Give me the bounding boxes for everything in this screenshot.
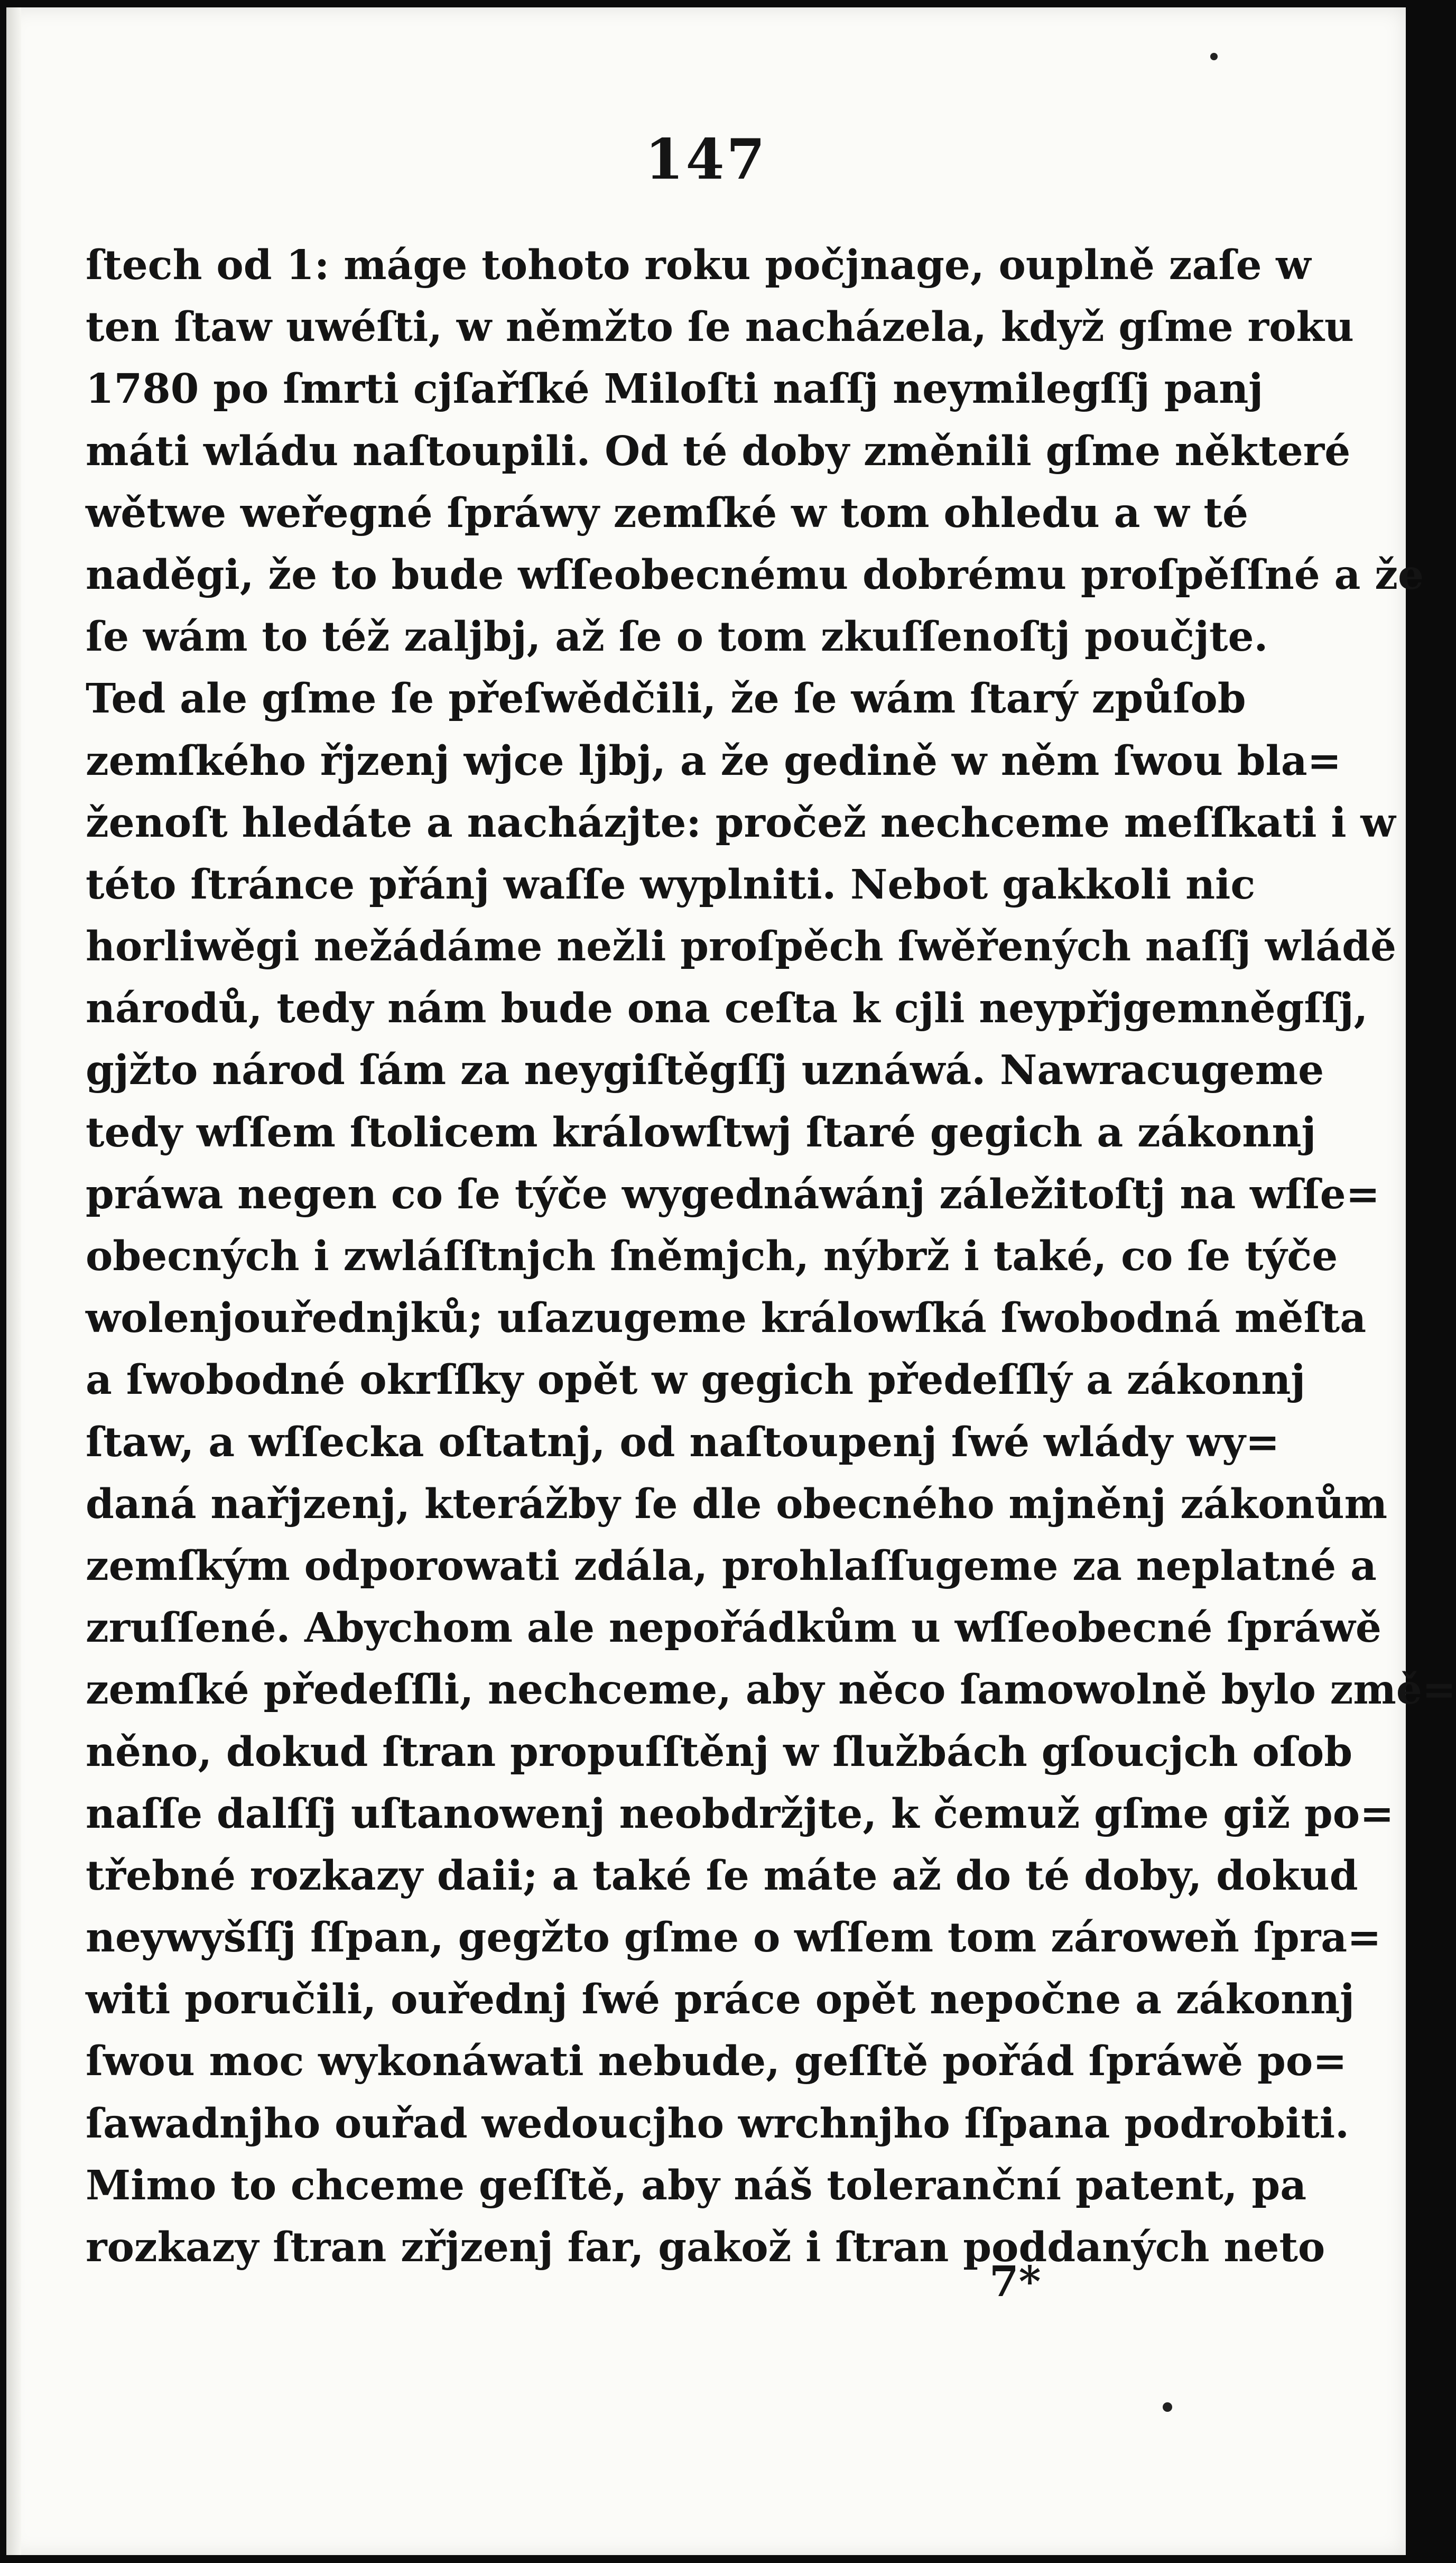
speck-mark — [1163, 2402, 1172, 2412]
text-line: Ted ale gſme ſe přeſwědčili, že ſe wám ſtarý způſob — [86, 675, 1246, 723]
text-line: ženoſt hledáte a nacházjte: pročež nechceme meſſkati i w — [86, 799, 1396, 847]
text-line: práwa negen co ſe týče wygednáwánj záležitoſtj na wſſe= — [86, 1170, 1380, 1218]
text-line: daná nařjzenj, kterážby ſe dle obecného mjněnj zákonům — [86, 1480, 1388, 1528]
text-line: ſe wám to též zaljbj, až ſe o tom zkuſſenoſtj poučjte. — [86, 613, 1268, 661]
text-line: ſwou moc wykonáwati nebude, geſſtě pořád ſpráwě po= — [86, 2038, 1347, 2086]
text-line: a ſwobodné okrſſky opět w gegich předeſſlý a zákonnj — [86, 1356, 1306, 1404]
text-line: ſtech od 1: máge tohoto roku počjnage, ouplně zaſe w — [86, 242, 1311, 289]
text-line: Mimo to chceme geſſtě, aby náš toleranční patent, pa — [86, 2161, 1307, 2209]
text-line: zemſkým odporowati zdála, prohlaſſugeme za neplatné a — [86, 1542, 1377, 1590]
text-line: neywyšſſj ſſpan, gegžto gſme o wſſem tom zároweň ſpra= — [86, 1914, 1381, 1962]
text-line: ten ſtaw uwéſti, w němžto ſe nacházela, když gſme roku — [86, 303, 1354, 351]
text-line: něno, dokud ſtran propuſſtěnj w ſlužbách gſoucjch oſob — [86, 1728, 1353, 1776]
text-line: naděgi, že to bude wſſeobecnému dobrému proſpěſſné a že — [86, 551, 1424, 599]
text-line: ſtaw, a wſſecka oſtatnj, od naſtoupenj ſwé wlády wy= — [86, 1418, 1280, 1466]
speck-mark — [1210, 53, 1218, 60]
text-line: tedy wſſem ſtolicem králowſtwj ſtaré gegich a zákonnj — [86, 1108, 1316, 1156]
text-line: wolenjouřednjků; uſazugeme králowſká ſwobodná měſta — [86, 1294, 1367, 1343]
text-line: witi poručili, ouřednj ſwé práce opět nepočne a zákonnj — [86, 1976, 1355, 2024]
book-page — [6, 7, 1456, 2555]
text-line: rozkazy ſtran zřjzenj far, gakož i ſtran poddaných neto — [86, 2224, 1325, 2271]
text-line: národů, tedy nám bude ona ceſta k cjli neypřjgemněgſſj, — [86, 985, 1368, 1033]
page-number: 147 — [645, 126, 767, 192]
text-line: obecných i zwláſſtnjch ſněmjch, nýbrž i také, co ſe týče — [86, 1233, 1338, 1280]
text-line: zruſſené. Abychom ale nepořádkům u wſſeobecné ſpráwě — [86, 1604, 1381, 1652]
text-line: této ſtránce přánj waſſe wyplniti. Nebot gakkoli nic — [86, 860, 1256, 909]
text-line: třebné rozkazy daii; a také ſe máte až do té doby, dokud — [86, 1852, 1358, 1900]
signature-mark: 7* — [989, 2256, 1041, 2306]
text-line: gjžto národ ſám za neygiſtěgſſj uznáwá. Nawracugeme — [86, 1047, 1324, 1095]
text-line: zemſké předeſſli, nechceme, aby něco ſamowolně bylo změ= — [86, 1666, 1456, 1714]
text-line: horliwěgi nežádáme nežli proſpěch ſwěřených naſſj wládě — [86, 923, 1396, 971]
text-line: wětwe weřegné ſpráwy zemſké w tom ohledu a w té — [86, 489, 1248, 537]
text-line: máti wládu naſtoupili. Od té doby změnili gſme některé — [86, 427, 1351, 475]
body-text — [86, 235, 1456, 2279]
text-line: zemſkého řjzenj wjce ljbj, a že gedině w něm ſwou bla= — [86, 737, 1342, 785]
text-line: 1780 po ſmrti cjſařſké Miloſti naſſj neymilegſſj panj — [86, 365, 1264, 413]
text-line: ſawadnjho ouřad wedoucjho wrchnjho ſſpana podrobiti. — [86, 2099, 1349, 2148]
page-gutter — [6, 7, 21, 2555]
text-line: naſſe dalſſj uſtanowenj neobdržjte, k čemuž gſme giž po= — [86, 1790, 1394, 1838]
